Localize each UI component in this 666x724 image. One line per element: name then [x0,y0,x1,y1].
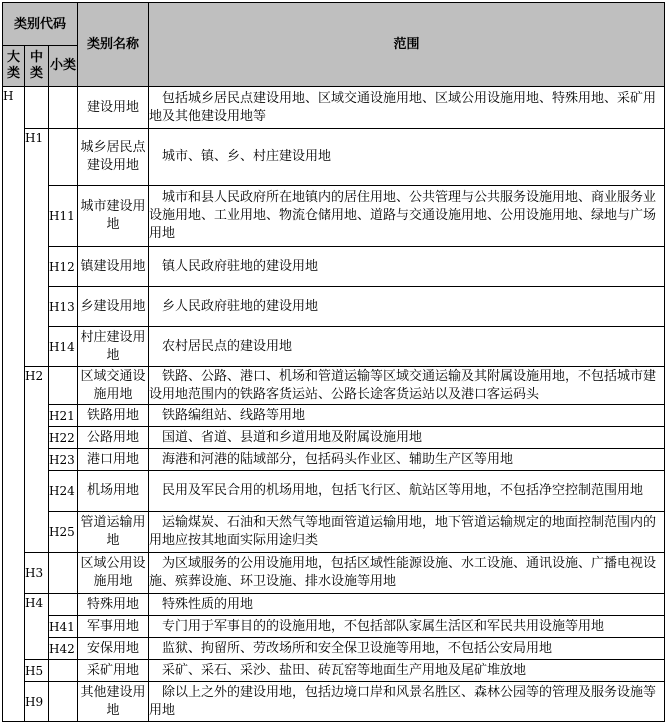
category-name: 军事用地 [78,616,149,638]
header-category-code: 类别代码 [3,3,78,46]
table-row [3,367,665,405]
table-row [3,129,665,186]
category-scope: 城市和县人民政府所在地镇内的居住用地、公共管理与公共服务设施用地、商业服务业设施用地、工业用地、物流仓储用地、道路与交通设施用地、公用设施用地、绿地与广场用地 [149,186,665,247]
minor-code: H24 [49,471,78,512]
minor-code: H21 [49,405,78,427]
header-major: 大类 [3,46,25,87]
table-row [3,186,665,247]
header-medium: 中类 [25,46,49,87]
category-scope: 监狱、拘留所、劳改场所和安全保卫设施等用地，不包括公安局用地 [149,638,665,660]
minor-code [49,682,78,722]
category-scope: 农村居民点的建设用地 [149,327,665,367]
land-classification-table [2,2,665,722]
minor-code [49,660,78,682]
minor-code: H14 [49,327,78,367]
category-scope: 包括城乡居民点建设用地、区域交通设施用地、区域公用设施用地、特殊用地、采矿用地及其他建设用地等 [149,87,665,129]
medium-code: H5 [25,660,49,682]
table-row [3,682,665,722]
category-scope: 铁路、公路、港口、机场和管道运输等区域交通运输及其附属设施用地，不包括城市建设用地范围内的铁路客货运站、公路长途客货运站以及港口客运码头 [149,367,665,405]
category-scope: 乡人民政府驻地的建设用地 [149,287,665,327]
header-scope: 范围 [149,3,665,87]
minor-code: H13 [49,287,78,327]
minor-code: H12 [49,247,78,287]
category-scope: 采矿、采石、采沙、盐田、砖瓦窑等地面生产用地及尾矿堆放地 [149,660,665,682]
minor-code: H41 [49,616,78,638]
category-name: 机场用地 [78,471,149,512]
table-row [3,247,665,287]
table-row [3,427,665,449]
category-name: 区域交通设施用地 [78,367,149,405]
minor-code [49,87,78,129]
minor-code: H25 [49,512,78,553]
minor-code: H23 [49,449,78,471]
category-name: 特殊用地 [78,594,149,616]
category-scope: 镇人民政府驻地的建设用地 [149,247,665,287]
medium-code [25,87,49,129]
category-name: 区域公用设施用地 [78,553,149,594]
category-name: 其他建设用地 [78,682,149,722]
category-scope: 运输煤炭、石油和天然气等地面管道运输用地，地下管道运输规定的地面控制范围内的用地应按其地面实际用途归类 [149,512,665,553]
table-row [3,616,665,638]
medium-code: H2 [25,367,49,553]
category-name: 采矿用地 [78,660,149,682]
category-name: 城乡居民点建设用地 [78,129,149,186]
minor-code: H22 [49,427,78,449]
category-name: 公路用地 [78,427,149,449]
minor-code: H11 [49,186,78,247]
medium-code: H3 [25,553,49,594]
category-name: 乡建设用地 [78,287,149,327]
table-row [3,287,665,327]
major-code: H [3,87,25,722]
header-category-name: 类别名称 [78,3,149,87]
category-scope: 铁路编组站、线路等用地 [149,405,665,427]
header-minor: 小类 [49,46,78,87]
medium-code: H1 [25,129,49,367]
category-name: 城市建设用地 [78,186,149,247]
medium-code: H9 [25,682,49,722]
category-scope: 除以上之外的建设用地，包括边境口岸和风景名胜区、森林公园等的管理及服务设施等用地 [149,682,665,722]
table-row [3,471,665,512]
minor-code [49,594,78,616]
category-scope: 国道、省道、县道和乡道用地及附属设施用地 [149,427,665,449]
table-row [3,660,665,682]
minor-code [49,553,78,594]
category-scope: 海港和河港的陆域部分，包括码头作业区、辅助生产区等用地 [149,449,665,471]
category-scope: 为区域服务的公用设施用地，包括区域性能源设施、水工设施、通讯设施、广播电视设施、殡葬设施、环卫设施、排水设施等用地 [149,553,665,594]
category-name: 安保用地 [78,638,149,660]
minor-code [49,129,78,186]
category-name: 管道运输用地 [78,512,149,553]
minor-code: H42 [49,638,78,660]
table-row [3,405,665,427]
minor-code [49,367,78,405]
category-scope: 城市、镇、乡、村庄建设用地 [149,129,665,186]
category-name: 铁路用地 [78,405,149,427]
category-scope: 专门用于军事目的的设施用地，不包括部队家属生活区和军民共用设施等用地 [149,616,665,638]
category-name: 港口用地 [78,449,149,471]
category-name: 建设用地 [78,87,149,129]
table-row [3,553,665,594]
category-scope: 民用及军民合用的机场用地，包括飞行区、航站区等用地，不包括净空控制范围用地 [149,471,665,512]
table-row [3,87,665,129]
category-name: 村庄建设用地 [78,327,149,367]
table-row [3,594,665,616]
table-row [3,327,665,367]
table-row [3,638,665,660]
medium-code: H4 [25,594,49,660]
table-row [3,512,665,553]
table-row [3,449,665,471]
category-name: 镇建设用地 [78,247,149,287]
category-scope: 特殊性质的用地 [149,594,665,616]
